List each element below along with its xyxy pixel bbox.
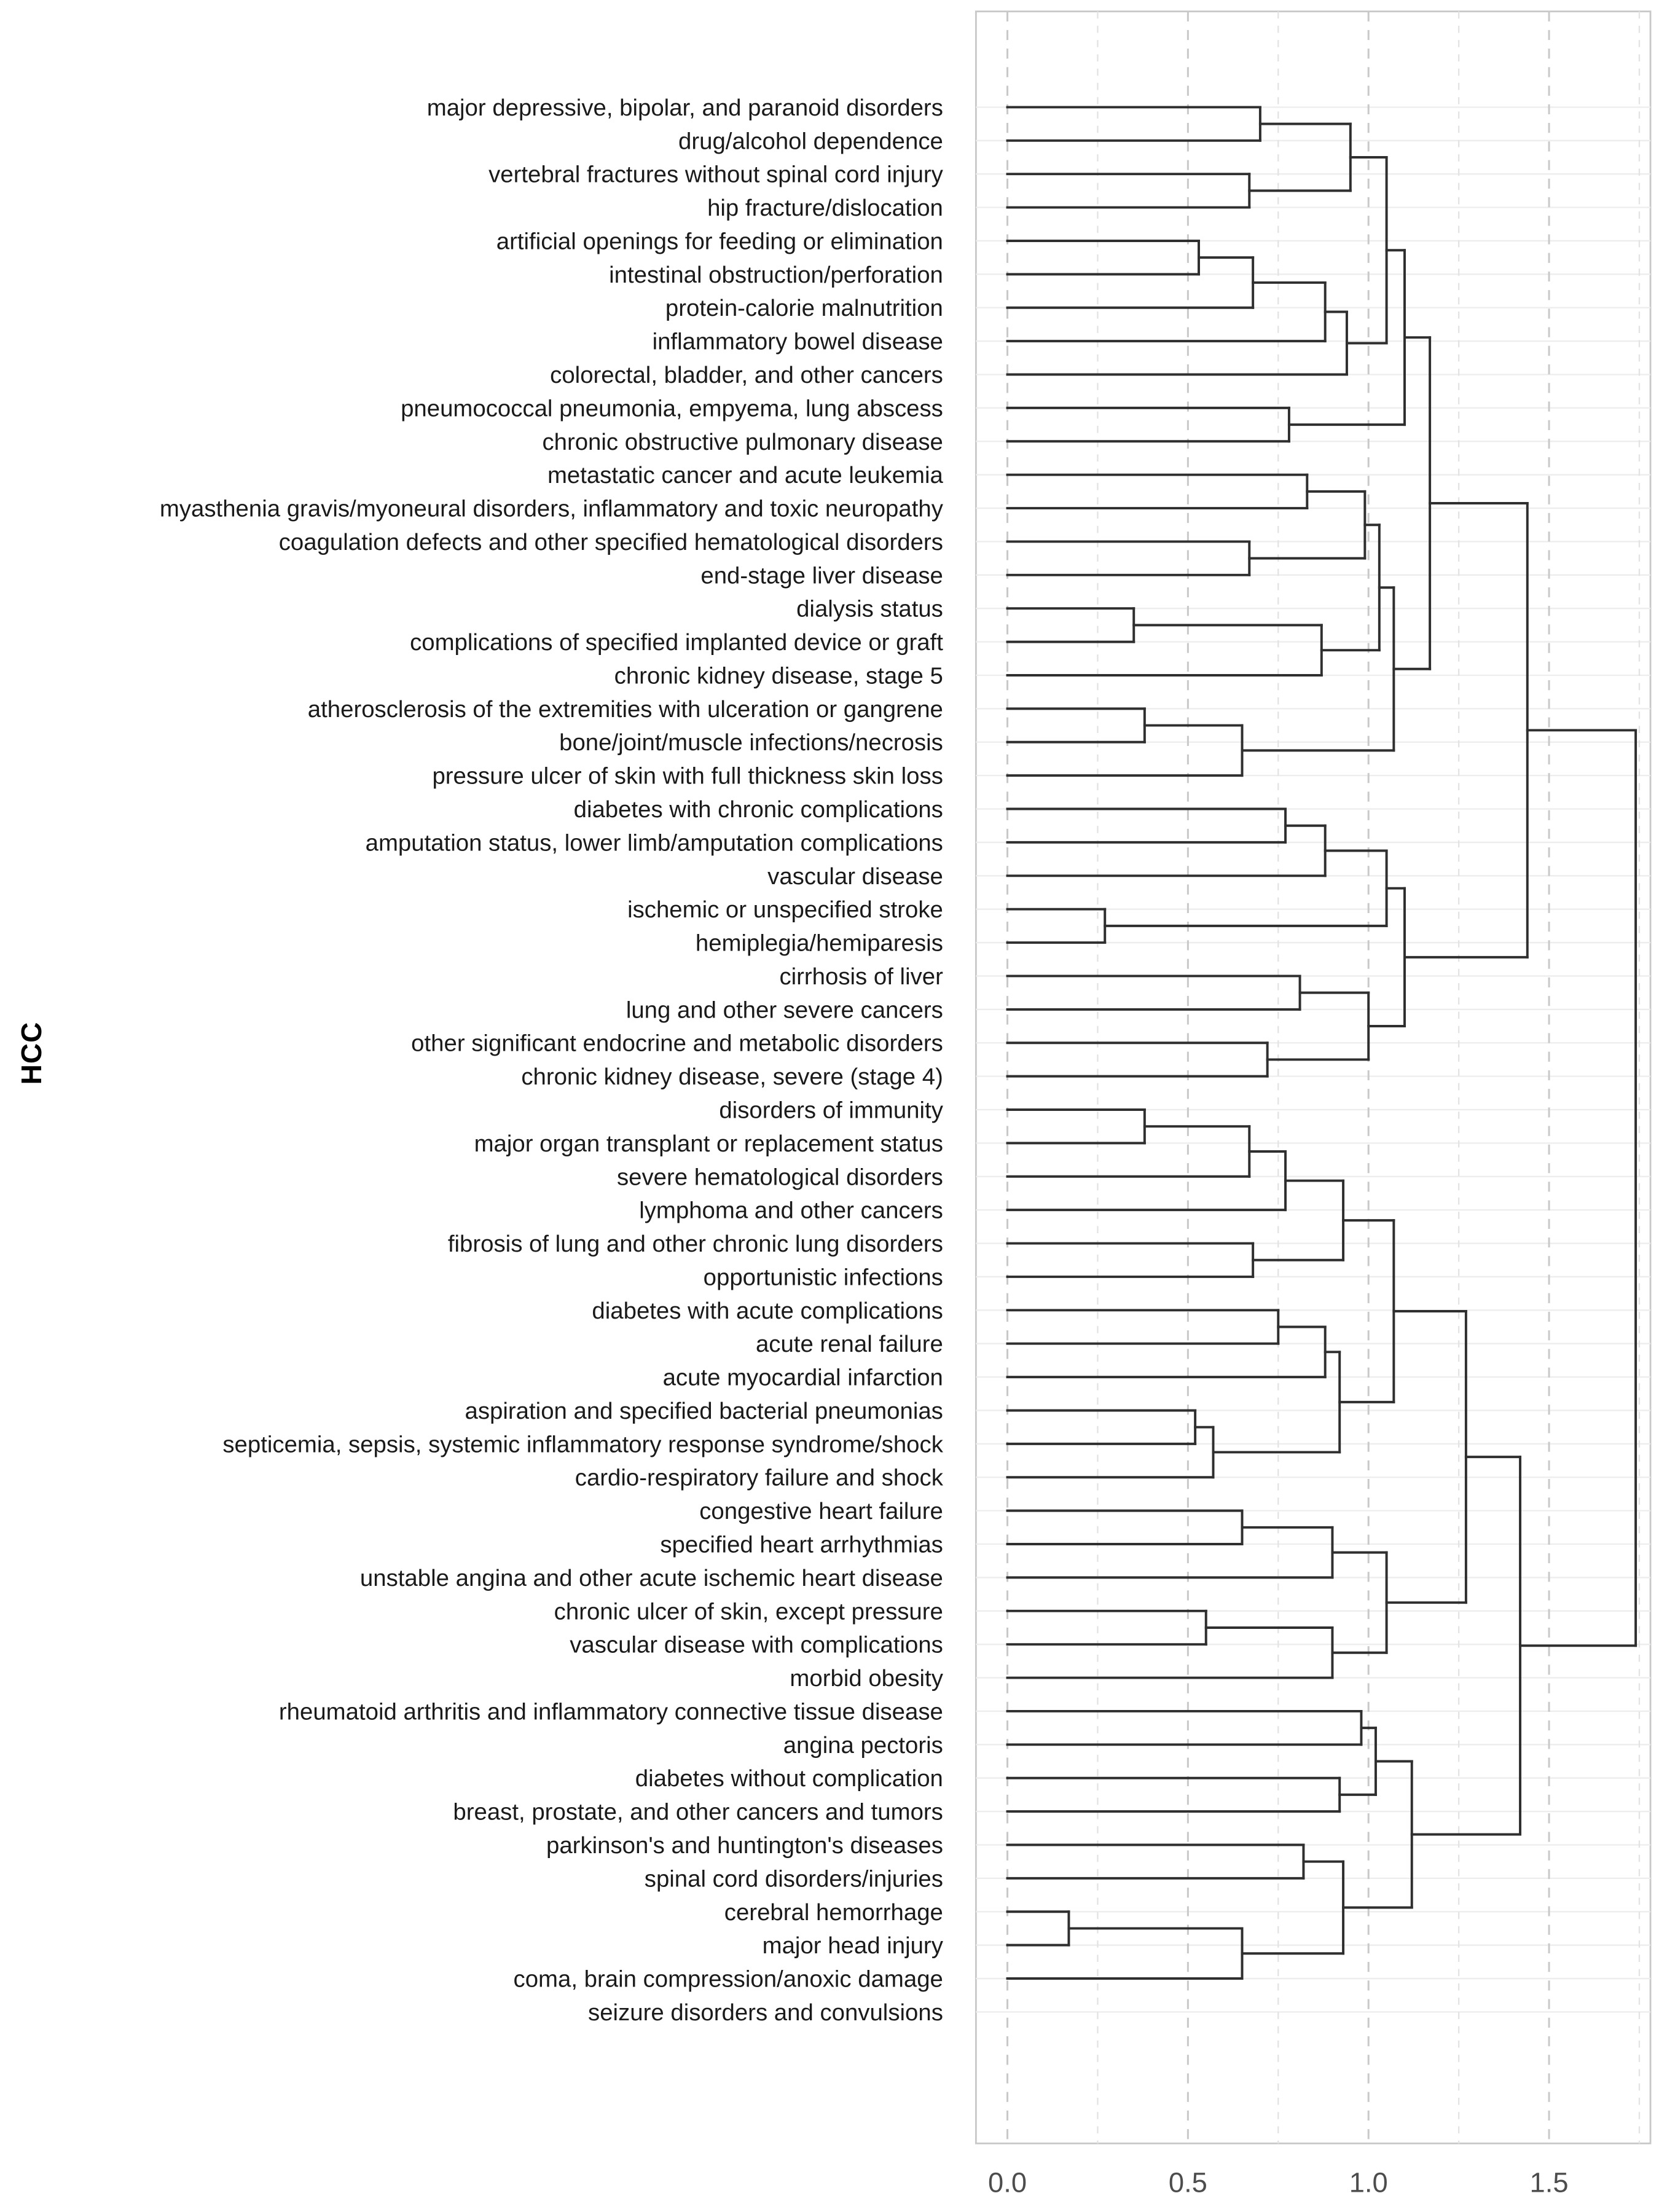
leaf-label: congestive heart failure [699, 1498, 943, 1525]
leaf-label: angina pectoris [783, 1732, 943, 1759]
leaf-label: acute myocardial infarction [662, 1364, 943, 1391]
leaf-label: parkinson's and huntington's diseases [546, 1832, 943, 1859]
leaf-label: other significant endocrine and metabolic disorders [411, 1030, 943, 1057]
leaf-label: dialysis status [796, 595, 943, 622]
x-axis-tick-label: 1.0 [1349, 2167, 1388, 2198]
leaf-label: vertebral fractures without spinal cord injury [488, 161, 943, 188]
leaf-label: bone/joint/muscle infections/necrosis [559, 729, 943, 756]
leaf-label: cirrhosis of liver [779, 963, 943, 990]
leaf-label: breast, prostate, and other cancers and tumors [453, 1798, 943, 1826]
leaf-label: colorectal, bladder, and other cancers [550, 361, 943, 388]
leaf-label: vascular disease [767, 863, 943, 890]
leaf-label: lymphoma and other cancers [639, 1197, 943, 1224]
leaf-label: fibrosis of lung and other chronic lung disorders [447, 1231, 943, 1258]
leaf-label: major head injury [762, 1932, 943, 1959]
leaf-label: diabetes with acute complications [592, 1297, 943, 1324]
leaf-label: chronic ulcer of skin, except pressure [554, 1598, 943, 1625]
leaf-label: cardio-respiratory failure and shock [575, 1464, 943, 1491]
leaf-label: pressure ulcer of skin with full thickness skin loss [432, 763, 943, 790]
leaf-label: specified heart arrhythmias [660, 1531, 943, 1558]
leaf-label: unstable angina and other acute ischemic heart disease [359, 1564, 943, 1591]
leaf-label: artificial openings for feeding or elimination [496, 228, 943, 255]
leaf-label: acute renal failure [755, 1331, 943, 1358]
y-axis-title: HCC [15, 1021, 47, 1085]
leaf-label: vascular disease with complications [570, 1631, 943, 1658]
leaf-label: lung and other severe cancers [626, 997, 943, 1024]
leaf-label: pneumococcal pneumonia, empyema, lung abscess [401, 395, 943, 422]
leaf-label: chronic kidney disease, stage 5 [614, 662, 943, 689]
x-axis-tick-label: 1.5 [1529, 2167, 1569, 2198]
leaf-label: amputation status, lower limb/amputation complications [365, 830, 943, 857]
leaf-label: morbid obesity [790, 1665, 943, 1692]
leaf-label: metastatic cancer and acute leukemia [547, 462, 943, 489]
x-axis-tick-label: 0.0 [988, 2167, 1027, 2198]
x-axis-tick-label: 0.5 [1168, 2167, 1207, 2198]
leaf-label: cerebral hemorrhage [724, 1899, 943, 1926]
leaf-label: aspiration and specified bacterial pneumonias [465, 1397, 943, 1424]
leaf-label: coma, brain compression/anoxic damage [513, 1966, 943, 1993]
leaf-label: rheumatoid arthritis and inflammatory connective tissue disease [278, 1698, 943, 1725]
leaf-label: severe hematological disorders [616, 1164, 943, 1191]
leaf-label: seizure disorders and convulsions [588, 1999, 943, 2026]
leaf-label: intestinal obstruction/perforation [609, 261, 943, 288]
leaf-label: inflammatory bowel disease [652, 328, 943, 355]
leaf-label: diabetes without complication [635, 1765, 943, 1792]
leaf-label: myasthenia gravis/myoneural disorders, inflammatory and toxic neuropathy [159, 495, 943, 522]
leaf-label: ischemic or unspecified stroke [627, 896, 943, 924]
leaf-label: chronic kidney disease, severe (stage 4) [521, 1064, 943, 1091]
leaf-label: major depressive, bipolar, and paranoid disorders [426, 94, 943, 121]
leaf-label: complications of specified implanted device or graft [410, 629, 943, 656]
leaf-label: opportunistic infections [703, 1264, 943, 1291]
leaf-label: diabetes with chronic complications [573, 796, 943, 823]
leaf-label: atherosclerosis of the extremities with ulceration or gangrene [307, 696, 943, 723]
leaf-label: coagulation defects and other specified hematological disorders [278, 528, 943, 555]
leaf-label: spinal cord disorders/injuries [644, 1865, 943, 1892]
leaf-label: hemiplegia/hemiparesis [695, 930, 943, 957]
leaf-label: protein-calorie malnutrition [665, 295, 943, 322]
leaf-label: chronic obstructive pulmonary disease [542, 428, 943, 455]
leaf-label: septicemia, sepsis, systemic inflammatory response syndrome/shock [222, 1431, 943, 1458]
leaf-label: major organ transplant or replacement status [474, 1130, 943, 1157]
leaf-label: end-stage liver disease [700, 562, 943, 589]
leaf-label: drug/alcohol dependence [678, 128, 943, 155]
leaf-label: disorders of immunity [719, 1097, 943, 1124]
leaf-label: hip fracture/dislocation [707, 195, 943, 222]
